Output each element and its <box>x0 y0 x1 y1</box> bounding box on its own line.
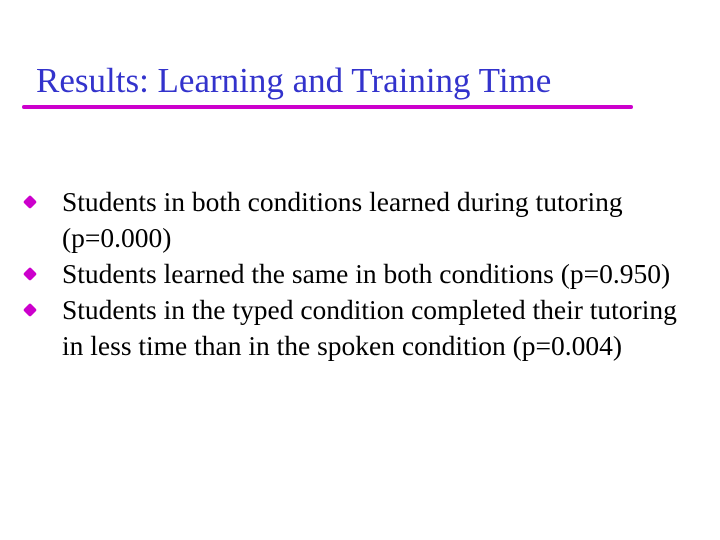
bullet-item <box>22 256 702 292</box>
diamond-bullet-icon <box>23 195 37 209</box>
bullet-list <box>22 184 702 364</box>
title-underline <box>22 105 633 109</box>
bullet-item <box>22 184 702 256</box>
diamond-bullet-icon <box>23 303 37 317</box>
slide-title: Results: Learning and Training Time <box>36 61 552 100</box>
bullet-text: Students learned the same in both conditions (p=0.950) <box>62 258 671 289</box>
diamond-bullet-icon <box>23 267 37 281</box>
bullet-text: Students in the typed condition completed their tutoring in less time than in the spoken condition (p=0.004) <box>62 294 677 361</box>
bullet-text: Students in both conditions learned during tutoring (p=0.000) <box>62 186 623 253</box>
bullet-item <box>22 292 702 364</box>
